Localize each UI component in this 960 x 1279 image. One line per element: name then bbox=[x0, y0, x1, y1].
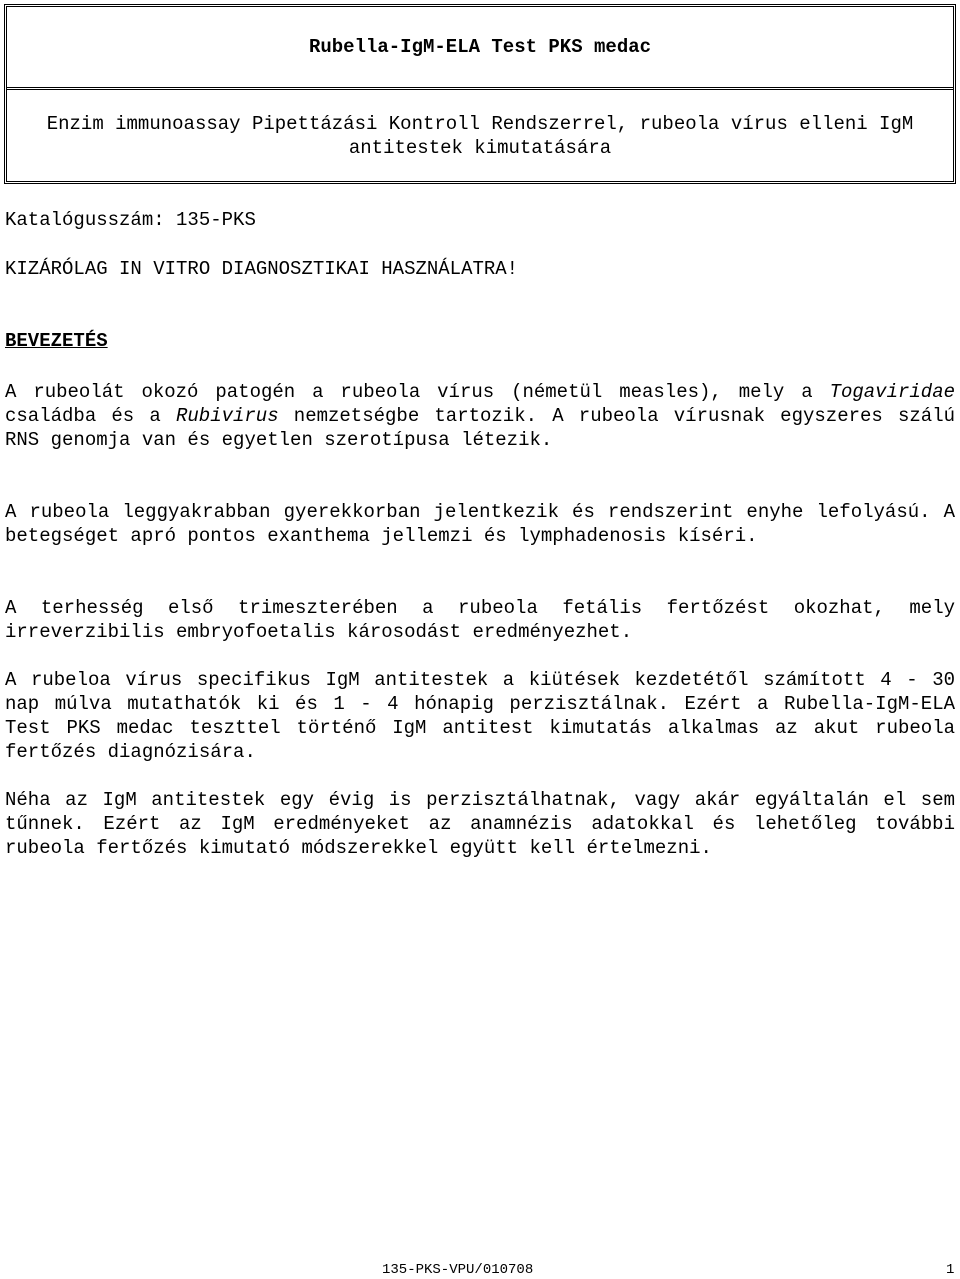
intro-paragraph-2: A rubeola leggyakrabban gyerekkorban jelentkezik és rendszerint enyhe lefolyású. A betegséget apró pontos exanthema jellemzi és lymphadenosis kíséri. bbox=[5, 501, 955, 547]
footer-page-number: 1 bbox=[946, 1262, 955, 1278]
intro-p1-family: Togaviridae bbox=[829, 381, 955, 403]
ivd-notice: KIZÁRÓLAG IN VITRO DIAGNOSZTIKAI HASZNÁLATRA! bbox=[5, 258, 519, 280]
catalog-number: Katalógusszám: 135-PKS bbox=[5, 209, 256, 231]
header-box bbox=[4, 4, 956, 184]
document-title: Rubella-IgM-ELA Test PKS medac bbox=[7, 7, 953, 90]
intro-p1-genus: Rubivirus bbox=[175, 405, 279, 427]
intro-paragraph-4: A rubeloa vírus specifikus IgM antitestek a kiütések kezdetétől számított 4 - 30 nap múlva mutathatók ki és 1 - 4 hónapig perzisztálnak. Ezért a Rubella-IgM-ELA Test PKS medac teszttel történő IgM antitest kimutatás alkalmas az akut rubeola fertőzés diagnózisára. bbox=[5, 669, 955, 763]
intro-p1-part3: nemzetségbe tartozik. A rubeola vírusnak egyszeres szálú RNS genomja van és egyetlen szerotípusa létezik. bbox=[5, 405, 955, 451]
intro-paragraph-5: Néha az IgM antitestek egy évig is perzisztálhatnak, vagy akár egyáltalán el sem tűnnek. Ezért az IgM eredményeket az anamnézis adatokkal és lehetőleg további rubeola fertőzés kimutató módszerekkel együtt kell értelmezni. bbox=[5, 789, 955, 859]
intro-p1-part2: családba és a bbox=[5, 405, 176, 427]
intro-paragraph-3: A terhesség első trimeszterében a rubeola fetális fertőzést okozhat, mely irreverzibilis embryofoetalis károsodást eredményezhet. bbox=[5, 597, 955, 643]
section-heading-introduction: BEVEZETÉS bbox=[5, 330, 108, 352]
intro-p1-part1: A rubeolát okozó patogén a rubeola vírus (németül measles), mely a bbox=[5, 381, 830, 403]
footer-document-code: 135-PKS-VPU/010708 bbox=[382, 1262, 534, 1278]
intro-paragraph-1 bbox=[5, 380, 955, 452]
document-subtitle: Enzim immunoassay Pipettázási Kontroll Rendszerrel, rubeola vírus elleni IgM antitestek kimutatására bbox=[46, 112, 914, 159]
